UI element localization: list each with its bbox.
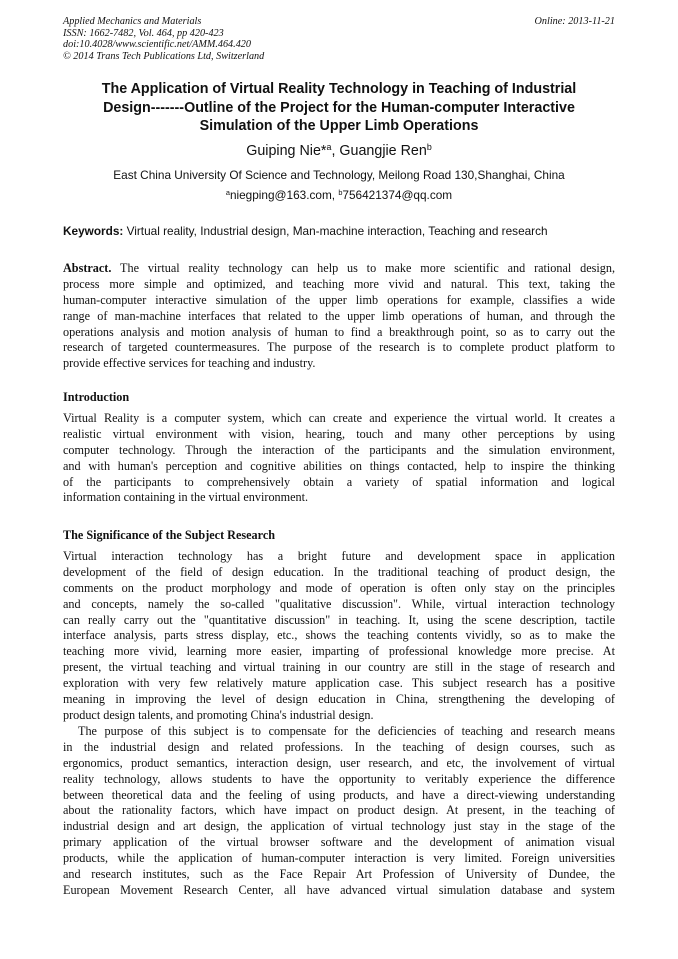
email-mark: a xyxy=(225,187,230,197)
abstract-line: range of man-machine interfaces that related to the upper limb operations of human, and through the xyxy=(63,308,615,323)
keywords-label: Keywords: xyxy=(63,224,124,238)
title-line: Design-------Outline of the Project for the Human-computer Interactive xyxy=(103,99,575,116)
online-date: Online: 2013-11-21 xyxy=(534,16,615,27)
author-name: Guangjie Ren xyxy=(339,143,427,159)
journal-copyright: © 2014 Trans Tech Publications Ltd, Switzerland xyxy=(63,50,265,62)
affiliation: East China University Of Science and Technology, Meilong Road 130,Shanghai, China xyxy=(113,168,565,182)
paragraph-line: Virtual Reality is a computer system, which can create and experience the virtual world. It creates a xyxy=(63,411,615,425)
paragraph-line: comments on the product morphology and mode of operation is often only stay on the principles xyxy=(63,580,615,595)
paragraph-line: product design talents, and promoting China's industrial design. xyxy=(63,707,374,722)
author-name: Guiping Nie* xyxy=(246,143,327,159)
significance-paragraph-1 xyxy=(63,549,615,724)
journal-doi: doi:10.4028/www.scientific.net/AMM.464.420 xyxy=(63,39,251,51)
paragraph-line: industrial design and art design, the application of virtual technology just stay in the stage of the xyxy=(63,819,615,834)
introduction-paragraph xyxy=(63,411,615,506)
paragraph-line: products, while the application of human-computer interaction is very limited. Foreign universities xyxy=(63,851,615,866)
author-list xyxy=(0,142,678,160)
paragraph-line: development of the field of design education. In the traditional teaching of product design, the xyxy=(63,564,615,579)
paragraph-line: information containing in the virtual environment. xyxy=(63,490,309,505)
keywords xyxy=(63,224,615,238)
author-emails xyxy=(0,188,678,202)
title-line: Simulation of the Upper Limb Operations xyxy=(199,118,479,135)
paragraph-line: present, the virtual teaching and virtual training in our country are still in the stage of research and xyxy=(63,660,615,675)
paragraph-line: meaning in improving the level of design education in China, strengthening the developing of xyxy=(63,692,615,707)
abstract-line: Abstract. The virtual reality technology can help us to make more scientific and rational design, xyxy=(63,261,615,275)
paragraph-line: about the rationality factors, which have impact on product design. At present, in the teaching of xyxy=(63,803,615,818)
author-affil-mark: a xyxy=(326,142,332,153)
journal-info xyxy=(63,16,264,62)
keywords-text: Virtual reality, Industrial design, Man-machine interaction, Teaching and research xyxy=(123,224,548,238)
abstract xyxy=(63,261,615,372)
title-line: The Application of Virtual Reality Technology in Teaching of Industrial xyxy=(101,81,577,97)
paragraph-line: interface analysis, parts stress display, etc., shows the teaching contents vividly, so as to make the xyxy=(63,628,615,643)
email-mark: b xyxy=(338,187,343,197)
paragraph-line: and research institutes, such as the Face Repair Art Profession of University of Dundee, the xyxy=(63,867,615,882)
paragraph-line: and concepts, namely the so-called "qualitative discussion". While, virtual interaction technology xyxy=(63,596,615,611)
paragraph-line: of the participants to comprehensively obtain a variety of spatial information and logical xyxy=(63,474,615,489)
paper-title xyxy=(40,80,638,136)
paragraph-line: can really carry out the "quantitative discussion" in teaching. It, using the scene description, tactile xyxy=(63,612,615,627)
paragraph-line: realistic virtual environment with vision, hearing, touch and many other perceptions by using xyxy=(63,426,615,441)
paragraph-line: exploration with very few relatively mature application case. This subject research has a positive xyxy=(63,676,615,691)
author-affil-mark: b xyxy=(426,142,432,153)
abstract-line: operations analysis and motion analysis of human to find a breakthrough point, so as to carry out the xyxy=(63,324,615,339)
section-heading-significance: The Significance of the Subject Research xyxy=(63,528,276,542)
abstract-label: Abstract. xyxy=(63,261,112,275)
paragraph-line: teaching more vivid, learning more easier, imparting of professional knowledge more precise. At xyxy=(63,644,615,659)
significance-paragraph-2 xyxy=(63,724,615,899)
abstract-line: human-computer interactive simulation of the upper limb operations for example, classifies a wide xyxy=(63,292,615,307)
paragraph-line: European Movement Research Center, all have advanced virtual simulation database and system xyxy=(63,882,615,897)
paragraph-line: primary application of the virtual browser software and the development of animation visual xyxy=(63,835,615,850)
journal-name: Applied Mechanics and Materials xyxy=(63,16,202,27)
abstract-line: provide effective services for teaching and industry. xyxy=(63,356,316,371)
paragraph-line: computer technology. Through the interaction of the participants and the simulation environment, xyxy=(63,442,615,457)
paragraph-line: in the industrial design and related professions. In the teaching of design courses, such as xyxy=(63,739,615,754)
journal-issn: ISSN: 1662-7482, Vol. 464, pp 420-423 xyxy=(63,27,224,39)
section-heading-introduction: Introduction xyxy=(63,390,130,404)
paragraph-line: Virtual interaction technology has a bright future and development space in application xyxy=(63,549,615,563)
author-separator: , xyxy=(331,143,340,159)
paragraph-line: reality technology, allows students to have the opportunity to veritably experience the difference xyxy=(63,771,615,786)
paragraph-line: The purpose of this subject is to compensate for the deficiencies of teaching and research means xyxy=(78,724,615,738)
paragraph-line: between theoretical data and the feeling of using products, and have a direct-viewing understanding xyxy=(63,787,615,802)
abstract-line: process more simple and optimized, and teaching more vivid and natural. This text, taking the xyxy=(63,276,615,291)
email-address: 756421374@qq.com xyxy=(342,188,453,202)
paragraph-line: ergonomics, product semantics, interaction design, user research, and etc, the involvement of virtual xyxy=(63,755,615,770)
email-address: niegping@163.com, xyxy=(229,188,339,202)
paragraph-line: and with human's perception and cognitive abilities on things contacted, help to inspire the thinking xyxy=(63,458,615,473)
abstract-line: research of targeted countermeasures. The purpose of the research is to complete product platform to xyxy=(63,340,615,355)
